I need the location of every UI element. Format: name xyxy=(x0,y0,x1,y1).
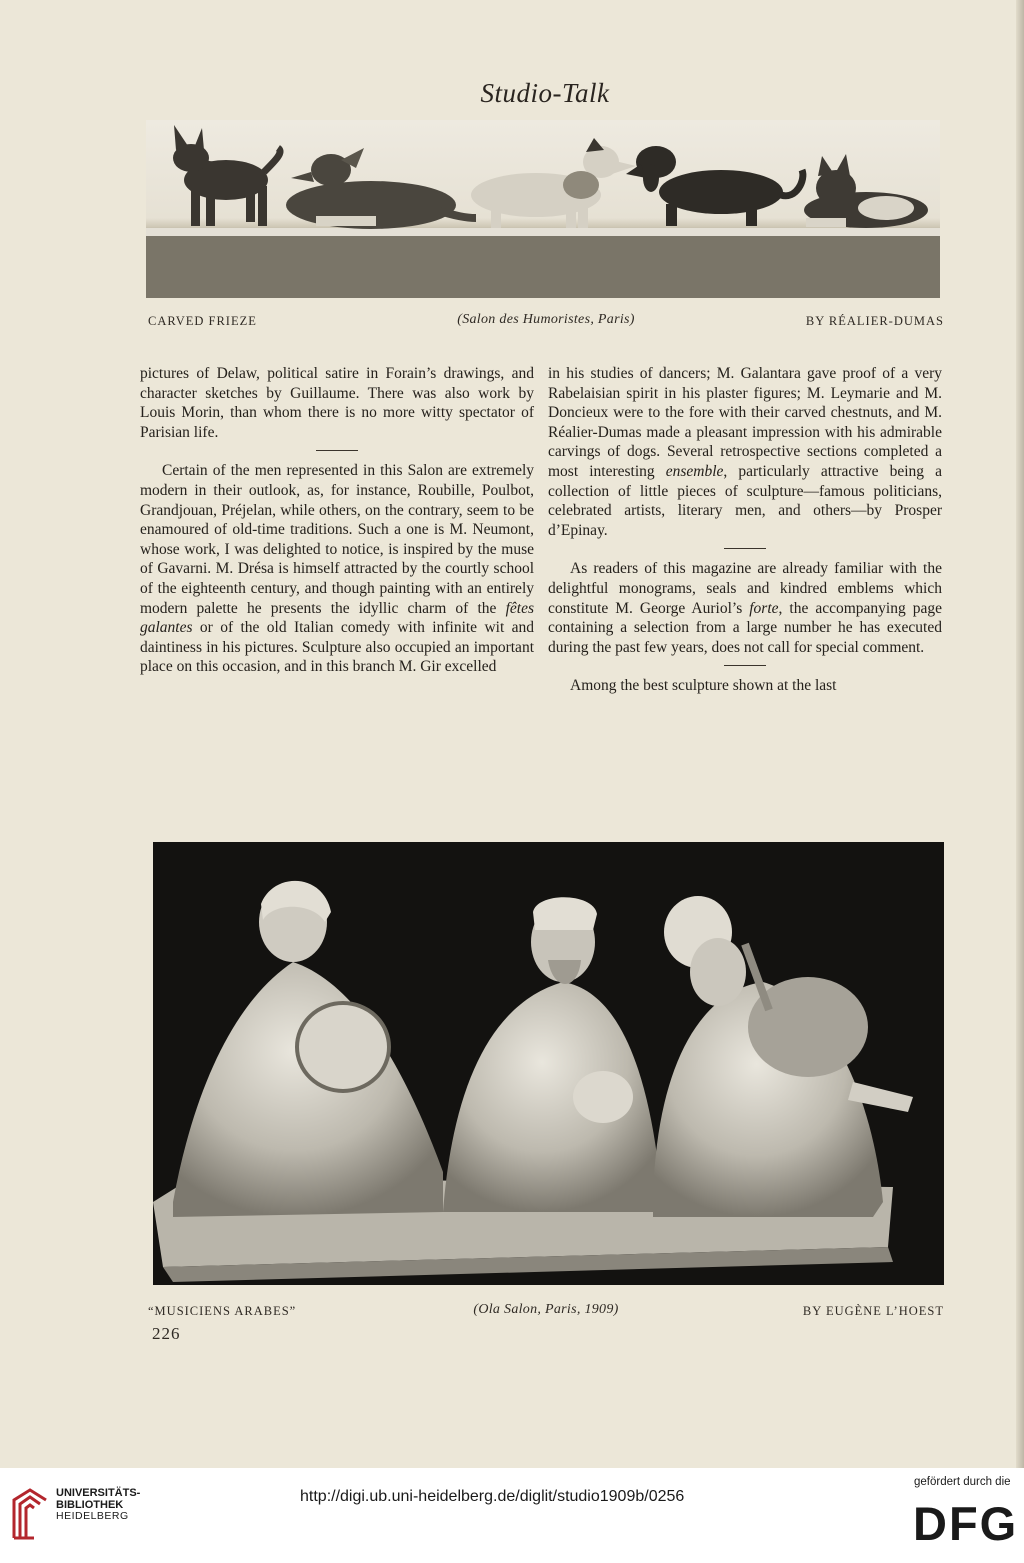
text-run: Certain of the men represented in this Salon are extremely modern in their outlook, as, for instance, Roubille, Poulbot, Grandjouan, Préjelan, while others, on the contrary, seem to be enamoured of old-time traditions. Such a one is M. Neumont, whose work, I was delighted to notice, is inspired by the muse of Gavarni. M. Drésa is himself attracted by the courtly school of the eighteenth century, and though painting with an entirely modern palette he presents the idyllic charm of the xyxy=(140,462,534,617)
library-name xyxy=(56,1488,140,1523)
sculpture-figure-right xyxy=(653,896,913,1217)
running-head: Studio-Talk xyxy=(480,78,610,108)
paragraph xyxy=(548,364,942,540)
section-rule xyxy=(316,450,358,451)
italic-phrase: ensemble xyxy=(665,462,724,480)
dog-figure-4 xyxy=(626,146,803,226)
paragraph xyxy=(140,461,534,677)
page-edge xyxy=(1016,0,1024,1468)
university-library-logo-icon xyxy=(10,1486,50,1542)
text-column-right xyxy=(548,364,942,696)
library-name-line2: BIBLIOTHEK xyxy=(56,1498,124,1511)
dfg-logo: DFG xyxy=(913,1497,1019,1550)
text-run: As readers of this magazine are already familiar with the delightful monograms, seals and kindred emblems which constitute M. George Auriol’s xyxy=(548,560,942,617)
italic-phrase: forte xyxy=(749,599,779,617)
text-run: , the accompanying page containing a selection from a large number he has executed during the past few years, does not call for special comment. xyxy=(548,599,943,656)
caption-top-title: CARVED FRIEZE xyxy=(148,314,257,328)
funding-label: gefördert durch die xyxy=(914,1476,1011,1488)
page-number: 226 xyxy=(152,1324,181,1343)
carved-frieze-image xyxy=(146,120,940,298)
paragraph xyxy=(548,559,942,657)
caption-bottom-artist: BY EUGÈNE L’HOEST xyxy=(802,1304,944,1318)
permalink-url[interactable]: http://digi.ub.uni-heidelberg.de/diglit/studio1909b/0256 xyxy=(300,1488,685,1505)
digitization-footer xyxy=(0,1468,1024,1563)
caption-bottom-title: “MUSICIENS ARABES” xyxy=(148,1304,297,1318)
dog-figure-2 xyxy=(286,148,476,229)
caption-bottom-venue: (Ola Salon, Paris, 1909) xyxy=(473,1302,619,1317)
text-run: , particularly attractive being a collection of little pieces of sculpture—famous politicians, celebrated artists, literary men, and others—by Prosper d’Epinay. xyxy=(548,462,942,539)
dog-figure-5 xyxy=(804,154,928,228)
italic-phrase: fêtes galantes xyxy=(140,599,534,637)
text-run: or of the old Italian comedy with infinite wit and daintiness in his pictures. Sculpture also occupied an important place on this occasion, and in this branch M. Gir excelled xyxy=(140,619,534,676)
sculpture-figure-left xyxy=(173,881,443,1217)
caption-top-artist: BY RÉALIER-DUMAS xyxy=(805,314,944,328)
dog-figure-1 xyxy=(173,125,280,226)
sculpture-figure-middle xyxy=(443,897,663,1212)
caption-top-venue: (Salon des Humoristes, Paris) xyxy=(457,312,635,327)
section-rule xyxy=(724,665,766,666)
section-rule xyxy=(724,548,766,549)
dog-figure-3 xyxy=(471,138,636,228)
paragraph: Among the best sculpture shown at the last xyxy=(570,677,837,695)
library-name-line1: UNIVERSITÄTS- xyxy=(56,1487,141,1499)
musiciens-arabes-image xyxy=(153,842,944,1285)
paragraph: pictures of Delaw, political satire in Forain’s drawings, and character sketches by Guillaume. There was also work by Louis Morin, than whom there is no more witty spectator of Parisian life. xyxy=(140,365,534,441)
library-name-line3: HEIDELBERG xyxy=(56,1510,129,1522)
text-run: in his studies of dancers; M. Galantara gave proof of a very Rabelaisian spirit in his plaster figures; M. Leymarie and M. Doncieux were to the fore with their carved chestnuts, and M. Réalier-Dumas made a pleasant impression with his admirable carvings of dogs. Several retrospective sections completed a most interesting xyxy=(548,365,942,480)
text-column-left xyxy=(140,364,534,677)
